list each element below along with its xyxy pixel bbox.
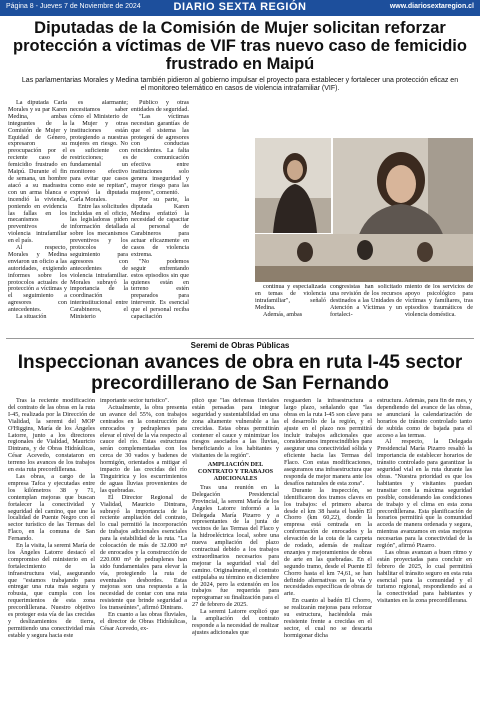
paragraph: estructura. Además, para fin de mes, y dependiendo del avance de las obras, se anunciará la calendarización de horarios de tránsito controlado tanto de subida como de bajada para el acceso a las termas.: [377, 398, 472, 439]
paragraph: Actualmente, la obra presenta un avance del 55%, con trabajos centrados en la construcción de enrocados y pedraplenes para elevar el nivel de la vía respecto al cauce del río. Estas estructuras serán complementadas con los cerca de 30 vados y badenes de hormigón, orientados a mitigar el impacto de las crecidas del río Tinguiririca y los escurrimientos de aguas lluvias provenientes de las quebradas.: [100, 403, 187, 494]
paragraph: Entre las solicitudes incluidas en el oficio, las legisladoras piden información detallada sobre los mecanismos preventivos y los protocolos de seguimiento para agresores con antecedentes de violencia intrafamiliar. Morales subrayó la importancia de la coordinación interinstitucional entre Carabineros, el Ministerio: [70, 202, 128, 321]
article1-title: Diputadas de la Comisión de Mujer solicitan reforzar protección a víctimas de VIF tras nuevo caso de femicidio frustrado en Maipú: [13, 19, 467, 73]
paragraph: Tras una reunión en la Delegación Presidencial Provincial, la seremi María de los Ángeles Latorre informó a la Delegada María Pizarro y a representantes de la junta de vecinos de las Termas del Flaco y la hidroeléctrica local, sobre una nueva ampliación del plazo contractual debido a los trabajos extraordinarios necesarios para mejorar la seguridad vial del camino. Originalmente, el contrato estipulaba su término en diciembre de 2024, pero la extensión en los trabajos fue requerida para reprogramar su finalización para el 27 de febrero de 2025.: [192, 483, 279, 609]
paragraph: En la visita, la seremi María de los Ángeles Latorre destacó el compromiso del ministerio en el fortalecimiento de la infraestructura vial, asegurando que "estamos trabajando para entregar una ruta más segura y robusta, que cumpla con los requerimientos de esta zona precordillerana. Nuestro objetivo es proteger esta vía de las crecidas y deslizamientos de tierra, permitiendo una conectividad más estable y segura hacia este: [8, 542, 95, 639]
page-header: [0, 0, 480, 16]
page-info: Página 8 - Jueves 7 de Noviembre de 2024: [6, 3, 141, 10]
paragraph: Las obras avanzan a buen ritmo y están proyectadas para concluir en febrero de 2025, lo cual permitirá habilitar el tránsito seguro en esta ruta esencial para la comunidad y el turismo regional, respondiendo así a la conectividad para habitantes y visitantes en la zona precordillerana.: [377, 548, 472, 605]
paragraph: Las obras, a cargo de la empresa Tafca y ejecutadas entre los kilómetros 38 y 71, contemplan mejoras que buscan fortalecer la conectividad y seguridad del camino, que une la localidad de Puente Negro con el sector turístico de las Termas del Flaco, en la comuna de San Fernando.: [8, 472, 95, 543]
newspaper-name: DIARIO SEXTA REGIÓN: [173, 1, 307, 13]
article2-col5: [377, 398, 472, 710]
website-link[interactable]: www.diariosextaregion.cl: [389, 3, 474, 10]
paragraph: resguarden la infraestructura a largo plazo, señalando que "las obras en la ruta I-45 son clave para el desarrollo de la región, y el ajuste en el plazo nos permitirá incluir trabajos adicionales que consideramos imprescindibles para asegurar una conectividad sólida y eficiente hacia las Termas del Flaco. Con estas modificaciones, aseguramos una infraestructura que responda de mejor manera ante los desafíos naturales de esta zona".: [284, 398, 372, 487]
article1-col4b: [255, 284, 326, 334]
subheading: AMPLIACIÓN DEL CONTRATO Y TRABAJOS ADICIONALES: [197, 461, 274, 482]
paragraph: Además, ambas: [263, 310, 303, 318]
article1-col4: [192, 100, 251, 330]
article1-col1: [8, 100, 67, 330]
article1-col5: [330, 284, 402, 334]
article1-col3: [131, 100, 189, 330]
paragraph: miento de los servicios de apoyo psicológico para víctimas y familiares, tras episodios traumáticos de violencia doméstica.: [405, 284, 473, 318]
paragraph: "No podemos seguir enfrentando estos episodios sin que quienes están en terreno estén preparados para intervenir. Es esencial que el personal reciba capacitación: [131, 257, 189, 321]
paragraph: "Las víctimas necesitan garantías de que el sistema las protegerá de agresores con conductas reincidentes. La falta de comunicación efectiva entre instituciones solo genera inseguridad y mayor riesgo para las mujeres", comentó.: [131, 112, 189, 196]
paragraph: La seremi Latorre explicó que la ampliación del contrato responde a la necesidad de realizar ajustes adicionales que: [192, 608, 279, 636]
article2-col3: [192, 398, 279, 710]
article2-col2: [100, 398, 187, 710]
paragraph: La diputada Carla Morales y su par Karen Medina, ambas integrantes de la Comisión de Mujer y Equidad de Género, expresaron su preocupación por el reciente caso de femicidio frustrado en Maipú. Durante el fin de semana, un hombre atacó a su madrastra con un arma blanca e incendió la vivienda, poniendo en evidencia las fallas en los mecanismos preventivos de violencia intrafamiliar en el país.: [8, 100, 67, 245]
paragraph: El Director Regional de Vialidad, Mauricio Dintrans, subrayó la importancia de la reciente ampliación del contrato, lo cual permitió la incorporación de trabajos adicionales esenciales para la estabilidad de la ruta. "La colocación de más de 32.000 m³ de enrocados y la construcción de 220.000 m³ de pedraplenes han sido fundamentales para elevar la vía, protegiendo la ruta de eventuales desbordes. Estas mejoras son una respuesta a la necesidad de contar con una ruta resistente que brinde seguridad a los transeúntes", afirmó Dintrans.: [100, 493, 187, 612]
paragraph: Al respecto, Morales y Medina enviaron un oficio a las autoridades, exigiendo informes sobre los protocolos actuales de protección a víctimas y el seguimiento a agresores con antecedentes.: [8, 244, 67, 314]
photo-woman-portrait: [333, 138, 473, 248]
article1-col6: [405, 284, 473, 334]
paragraph: importante sector turístico".: [100, 398, 170, 404]
article2-kicker: Seremi de Obras Públicas: [190, 341, 290, 350]
paragraph: es alarmante; necesitamos saber cómo el Ministerio de la Mujer y otras instituciones están protegiendo a nuestras mujeres en riesgo. No es suficiente con restricciones; es fundamental un monitoreo efectivo para evitar que casos como este se repitan", expresó la diputada Carla Morales.: [70, 100, 128, 203]
paragraph: Por su parte, la diputada Karen Medina enfatizó la necesidad de capacitar al personal de Carabineros para actuar eficazmente en casos de violencia extrema.: [131, 195, 189, 258]
paragraph: Tras la reciente modificación del contrato de las obras en la ruta I-45, realizada por la Dirección de Vialidad, la seremi del MOP O'Higgins, María de los Ángeles Latorre, junto a los directores regionales de Vialidad, Mauricio Dintrans, y de Obras Hidráulicas, César Acevedo, constataron en terreno los avances de los trabajos en esta ruta precordillerana.: [8, 398, 95, 474]
paragraph: plicó que "las defensas fluviales están pensadas para integrar seguridad y sustentabilidad en una zona altamente vulnerable a las crecidas. Estas obras permitirán contener el cauce y minimizar los riesgos asociados a las lluvias, beneficiando a los habitantes y visitantes de la región".: [192, 398, 279, 460]
photo-meeting-table: [255, 234, 473, 282]
paragraph: En cuanto al badén El Chorro, se realizarán mejoras para reforzar su estructura, haciéndola más resistente frente a crecidas en el sector, el cual no se descarta hormigonar dicha: [284, 597, 372, 639]
section-divider: [6, 338, 474, 339]
article2-col4: [284, 398, 372, 710]
article2-col1: [8, 398, 95, 710]
article2-title: Inspeccionan avances de obra en ruta I-45 sector precordillerano de San Fernando: [17, 352, 463, 394]
paragraph: congresistas han solicitado una revisión de los recursos destinados a las Unidades de Atención a Víctimas y un fortaleci-: [330, 284, 402, 318]
paragraph: continua y especializada en temas de violencia intrafamiliar", señaló Medina.: [255, 284, 326, 311]
article1-col2: [70, 100, 128, 330]
paragraph: La situación: [16, 313, 47, 321]
photo-woman-seated: [255, 138, 331, 233]
paragraph: Al respecto, la Delegada Presidencial María Pizarro resaltó la importancia de establecer horarios de tránsito controlado para garantizar la seguridad vial en la ruta durante las obras. "Nuestra prioridad es que los habitantes y visitantes puedan transitar con la máxima seguridad posible, considerando las condiciones de trabajo y el clima en esta zona precordillerana. Esta planificación de horarios permitirá que la comunidad acceda de manera ordenada y segura, mientras avanzamos en estas mejoras necesarias para la conectividad de la región", afirmó Pizarro.: [377, 438, 472, 550]
paragraph: Público y otras entidades de seguridad.: [131, 100, 189, 113]
paragraph: En cuanto a las obras fluviales, el director de Obras Hidráulicas, César Acevedo, ex-: [100, 611, 187, 632]
article1-lede: Las parlamentarias Morales y Medina también pidieron al gobierno impulsar el proyecto para establecer y fortalecer una protección eficaz en el monitoreo telemático en casos de violencia intrafamiliar (VIF).: [21, 77, 459, 93]
paragraph: Durante la inspección, se identificaron dos tramos claves en los trabajos: el primero abarca desde el km 38 hasta el badén El Chorro (km 60,22), donde la empresa está centrada en la conformación de enrocados y la elevación de la cota de la carpeta de rodado, además de realizar enzanjes y mejoramientos de obras de arte en las quebradas. En el segundo tramo, desde el Puente El Chorro hasta el km 74,61, se han definido alternativas en la vía y necesidades específicas de obras de arte.: [284, 486, 372, 598]
